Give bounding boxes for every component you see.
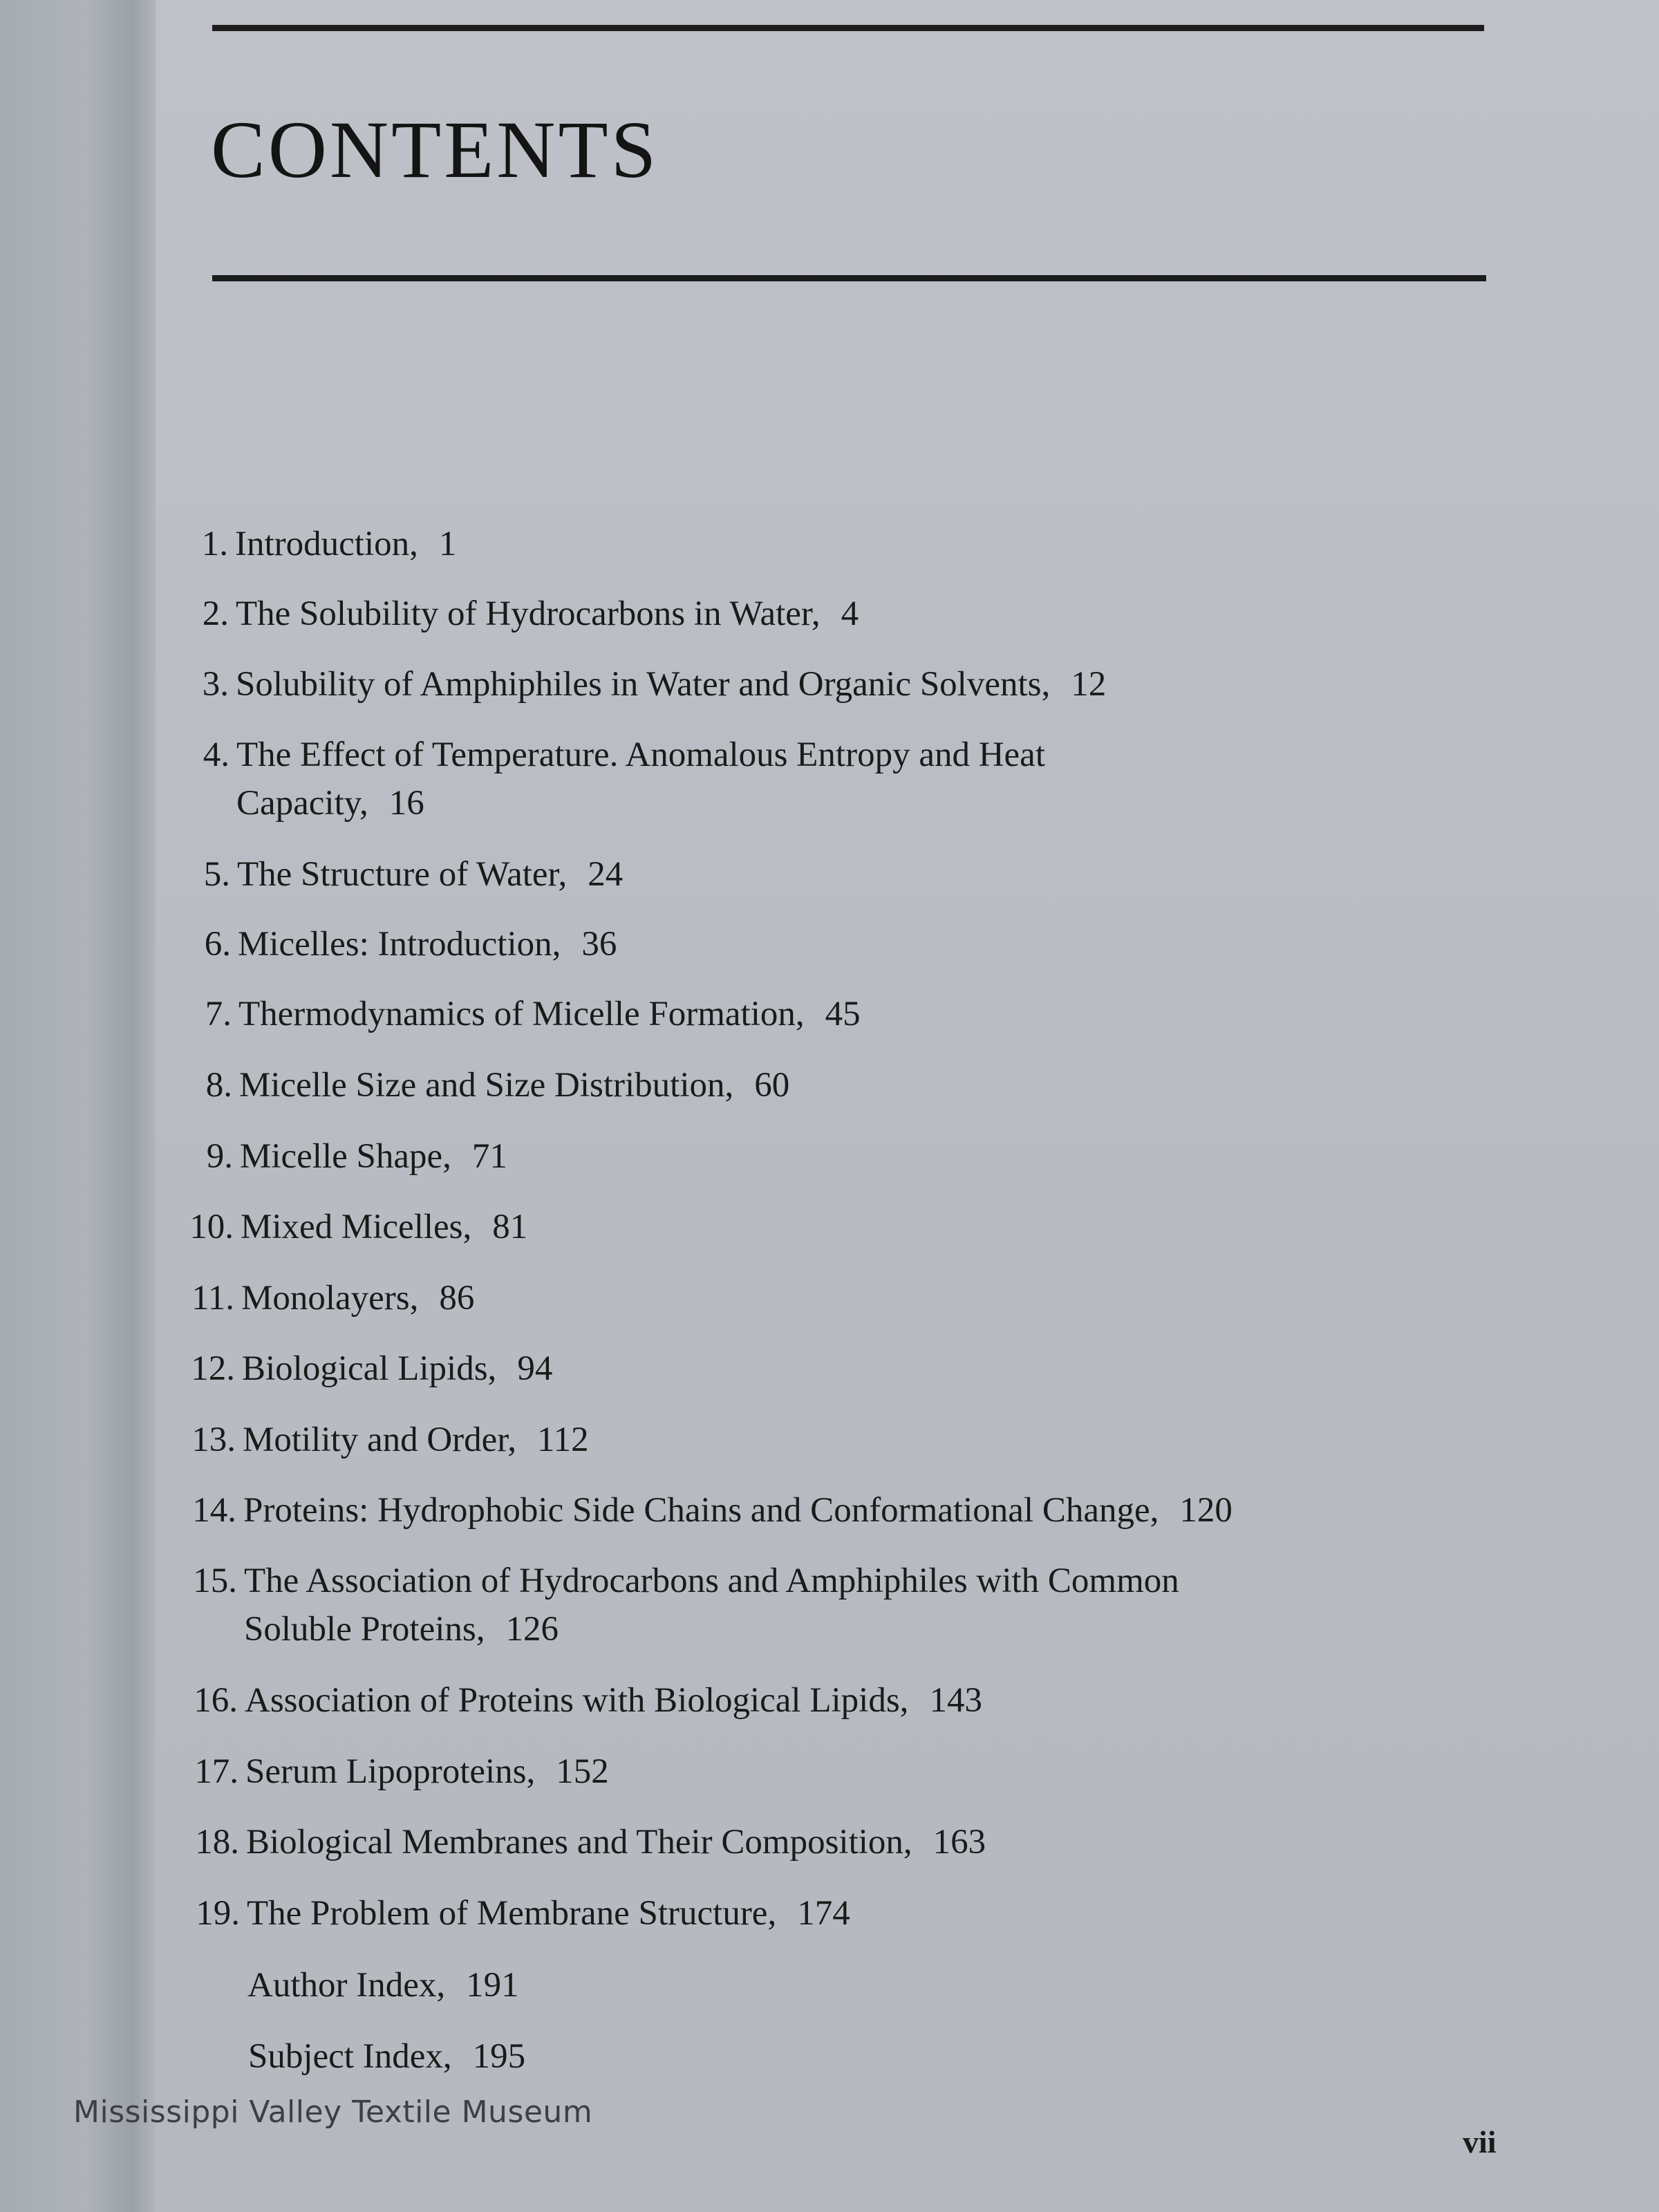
toc-entry-number: 11.: [191, 1279, 234, 1318]
toc-entry: [182, 1961, 519, 2009]
toc-entry-title: Motility and Order,: [243, 1421, 516, 1459]
toc-entry-page: 16: [388, 784, 424, 823]
toc-entry-title: Micelle Size and Size Distribution,: [239, 1066, 734, 1105]
museum-watermark: Mississippi Valley Textile Museum: [73, 2094, 593, 2130]
toc-entry-page: 45: [825, 995, 861, 1033]
toc-entry-title: The Effect of Temperature. Anomalous Entropy and Heat: [236, 735, 1045, 774]
toc-entry-page: 36: [581, 925, 617, 964]
toc-entry-number: 7.: [205, 995, 232, 1033]
toc-entry-title: Association of Proteins with Biological Lipids,: [245, 1681, 909, 1720]
toc-entry: [171, 660, 1106, 709]
toc-entry-number: 4.: [203, 735, 229, 774]
toc-entry: [171, 731, 1045, 827]
toc-entry: [178, 1486, 1232, 1535]
toc-entry: [174, 990, 861, 1038]
toc-entry-page: 12: [1071, 665, 1107, 704]
toc-entry: [178, 1416, 589, 1464]
toc-entry-title: Thermodynamics of Micelle Formation,: [238, 995, 805, 1033]
toc-entry-title: Proteins: Hydrophobic Side Chains and Conformational Change,: [243, 1491, 1159, 1530]
toc-entry-title: The Solubility of Hydrocarbons in Water,: [236, 594, 821, 633]
toc-entry: [180, 1676, 982, 1725]
toc-entry-title: The Structure of Water,: [237, 855, 568, 894]
toc-entry: [175, 1132, 507, 1181]
toc-entry-page: 86: [439, 1279, 475, 1318]
toc-entry-page: 163: [932, 1823, 986, 1862]
toc-entry-page: 143: [929, 1681, 982, 1720]
toc-entry-number: 1.: [201, 525, 228, 563]
toc-entry: [181, 1818, 986, 1866]
toc-entry-number: 3.: [202, 665, 229, 704]
toc-entry-page: 4: [841, 594, 859, 633]
toc-entry-number: 19.: [196, 1894, 240, 1933]
toc-entry-page: 1: [438, 525, 457, 563]
toc-entry-number: 16.: [194, 1681, 238, 1720]
toc-entry-number: 14.: [192, 1491, 236, 1530]
toc-entry-title: Introduction,: [235, 525, 418, 563]
toc-entry: [176, 1203, 527, 1251]
toc-entry: [183, 2032, 525, 2081]
toc-entry-number: 8.: [205, 1066, 232, 1105]
toc-entry-number: 17.: [194, 1752, 238, 1791]
toc-entry-page: 120: [1179, 1491, 1232, 1530]
toc-entry-title: Author Index,: [247, 1966, 446, 2005]
toc-entry-number: 15.: [193, 1562, 237, 1600]
toc-entry-title-continued: Capacity,: [236, 784, 368, 823]
toc-entry-title: The Association of Hydrocarbons and Amphiphiles with Common: [244, 1562, 1179, 1600]
toc-entry-number: 10.: [189, 1208, 234, 1246]
toc-entry-page: 191: [466, 1966, 519, 2005]
toc-entry-page: 94: [517, 1349, 553, 1388]
toc-entry-title: Subject Index,: [248, 2037, 452, 2076]
toc-entry: [177, 1344, 552, 1393]
toc-entry-title: Biological Membranes and Their Composition,: [246, 1823, 912, 1862]
toc-entry-number: 6.: [204, 925, 231, 964]
toc-entry: [173, 920, 617, 968]
toc-entry-page: 81: [492, 1208, 528, 1246]
toc-entry-page: 126: [505, 1610, 559, 1649]
toc-entry-number: 9.: [206, 1137, 233, 1176]
toc-entry-title: The Problem of Membrane Structure,: [247, 1894, 777, 1933]
toc-entry: [180, 1747, 609, 1796]
toc-entry-number: 13.: [191, 1421, 236, 1459]
toc-entry-title: Biological Lipids,: [242, 1349, 497, 1388]
page-number: vii: [1463, 2124, 1497, 2159]
toc-entry-title: Mixed Micelles,: [241, 1208, 472, 1246]
toc-entry-page: 152: [556, 1752, 609, 1791]
toc-entry: [170, 520, 456, 568]
toc-entry-number: 12.: [191, 1349, 235, 1388]
toc-entry: [179, 1557, 1179, 1653]
toc-entry-page: 60: [754, 1066, 790, 1105]
toc-entry-page: 195: [472, 2037, 526, 2076]
page-title: CONTENTS: [211, 104, 659, 195]
toc-entry-number: 2.: [202, 594, 229, 633]
toc-entry-title-continued: Soluble Proteins,: [244, 1610, 485, 1649]
toc-entry-page: 71: [471, 1137, 507, 1176]
toc-entry-page: 112: [536, 1421, 589, 1459]
toc-entry-page: 24: [588, 855, 624, 894]
toc-entry: [176, 1274, 474, 1322]
toc-entry-number: 18.: [195, 1823, 239, 1862]
toc-entry: [172, 850, 623, 899]
toc-entry-title: Micelles: Introduction,: [238, 925, 561, 964]
toc-entry-title: Solubility of Amphiphiles in Water and Organic Solvents,: [236, 665, 1051, 704]
toc-entry: [182, 1889, 850, 1938]
toc-entry-title: Monolayers,: [241, 1279, 419, 1318]
toc-entry-page: 174: [797, 1894, 850, 1933]
toc-entry-title: Micelle Shape,: [240, 1137, 451, 1176]
toc-entry-number: 5.: [203, 855, 230, 894]
toc-entry-title: Serum Lipoproteins,: [245, 1752, 536, 1791]
toc-entry: [174, 1061, 789, 1109]
toc-entry: [171, 590, 859, 638]
